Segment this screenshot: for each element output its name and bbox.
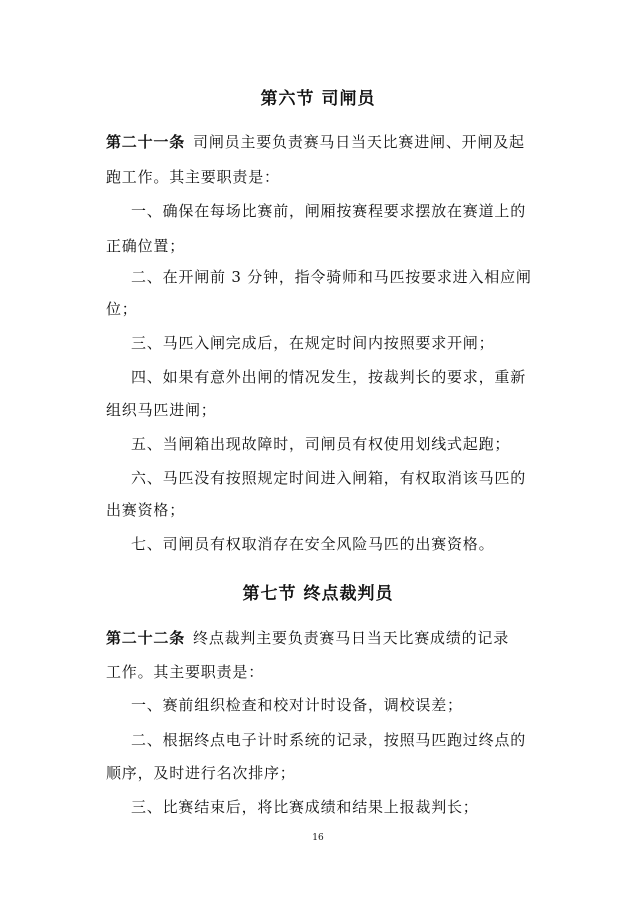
list-item-3-line-1: 三、马匹入闸完成后，在规定时间内按照要求开闸； <box>131 334 495 352</box>
article-22-text-1: 终点裁判主要负责赛马日当天比赛成绩的记录 <box>193 629 510 647</box>
list-item-5-line-1: 五、当闸箱出现故障时，司闸员有权使用划线式起跑； <box>131 435 511 453</box>
article-21-label: 第二十一条 <box>106 133 186 151</box>
list-item-2-line-2: 位； <box>106 300 138 318</box>
section-heading-7: 第七节 终点裁判员 <box>242 584 394 604</box>
s7-list-item-3-line-1: 三、比赛结束后，将比赛成绩和结果上报裁判长； <box>131 798 479 816</box>
list-item-6-line-1: 六、马匹没有按照规定时间进入闸箱，有权取消该马匹的 <box>131 469 527 487</box>
article-21-line-1 <box>106 131 525 152</box>
section-heading-6: 第六节 司闸员 <box>260 89 376 109</box>
list-item-6-line-2: 出赛资格； <box>106 501 186 519</box>
article-21-text-1: 司闸员主要负责赛马日当天比赛进闸、开闸及起 <box>193 133 525 151</box>
list-item-4-line-1: 四、如果有意外出闸的情况发生，按裁判长的要求，重新 <box>131 368 527 386</box>
list-item-7-line-1: 七、司闸员有权取消存在安全风险马匹的出赛资格。 <box>131 535 495 553</box>
article-22-label: 第二十二条 <box>106 629 186 647</box>
article-22-line-2: 工作。其主要职责是： <box>106 663 265 681</box>
s7-list-item-1-line-1: 一、赛前组织检查和校对计时设备，调校误差； <box>131 696 463 714</box>
list-item-1-line-2: 正确位置； <box>106 237 186 255</box>
list-item-4-line-2: 组织马匹进闸； <box>106 401 217 419</box>
list-item-2-line-1: 二、在开闸前 3 分钟，指令骑师和马匹按要求进入相应闸 <box>131 268 532 286</box>
s7-list-item-2-line-1: 二、根据终点电子计时系统的记录，按照马匹跑过终点的 <box>131 731 527 749</box>
page-number: 16 <box>312 833 324 843</box>
article-21-line-2: 跑工作。其主要职责是： <box>106 168 280 186</box>
list-item-1-line-1: 一、确保在每场比赛前，闸厢按赛程要求摆放在赛道上的 <box>131 202 527 220</box>
s7-list-item-2-line-2: 顺序，及时进行名次排序； <box>106 764 296 782</box>
article-22-line-1 <box>106 627 510 648</box>
